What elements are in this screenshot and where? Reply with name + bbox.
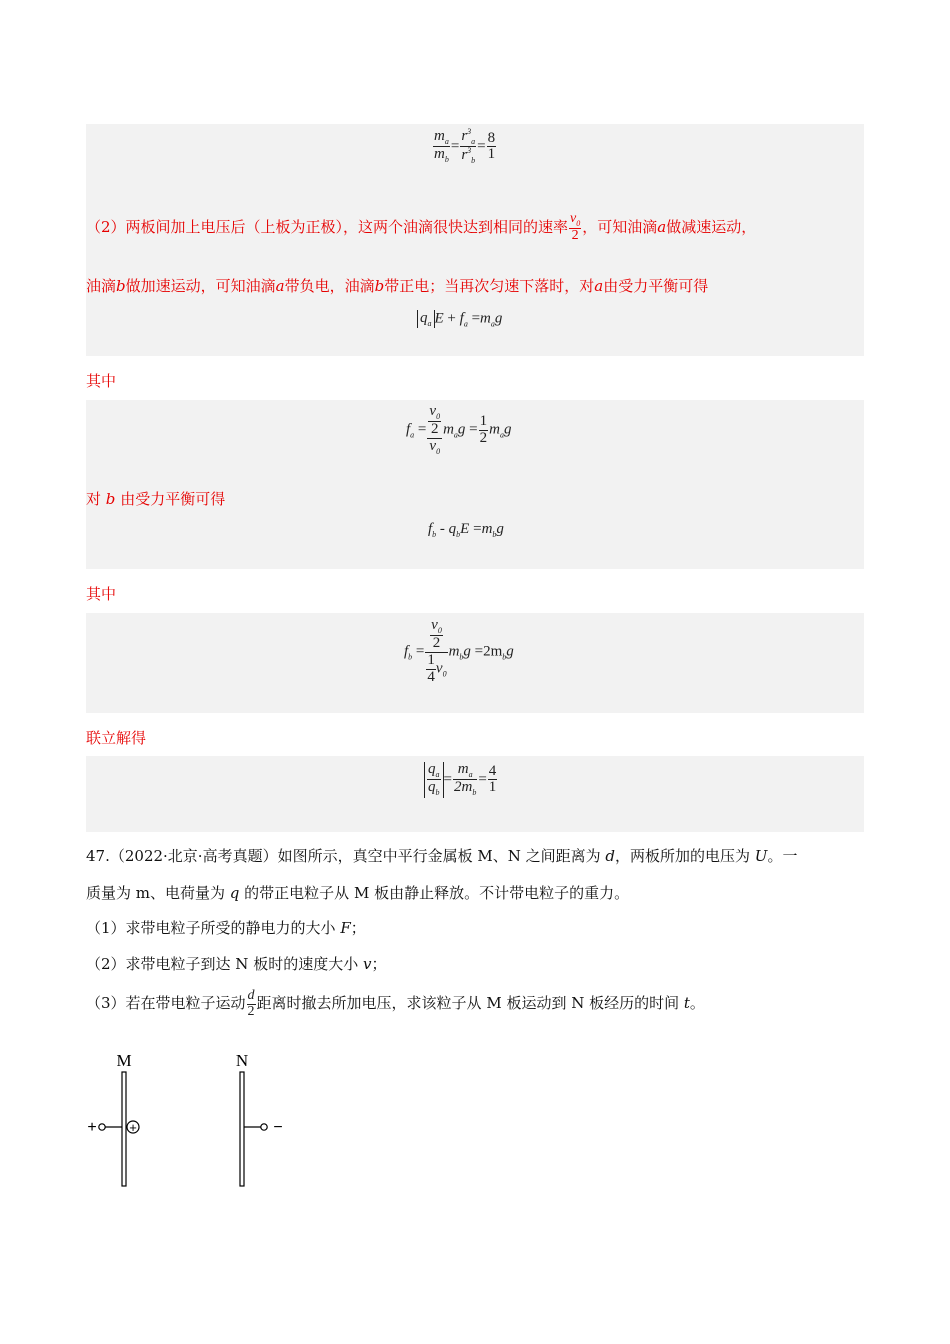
label-qizhong-1: 其中 [86, 372, 117, 390]
label-lianli: 联立解得 [86, 729, 147, 747]
plate-N [240, 1072, 244, 1186]
plates-figure [82, 1044, 292, 1194]
label-N: N [235, 1051, 249, 1070]
label-M: M [116, 1051, 132, 1070]
label-dui-b: 对 b 由受力平衡可得 [86, 490, 226, 508]
equation-fb: $f_b$ = $\frac{v_0}{2}$ $\frac{1}{4}$ $v_0$ $m_bg =2m_bg$ [404, 617, 514, 685]
part2-line-2: 油滴b做加速运动，可知油滴a带负电，油滴b带正电；当再次匀速下落时，对a由受力平衡可得 [86, 277, 709, 295]
sub-question-1: （1）求带电粒子所受的静电力的大小 F； [86, 919, 366, 937]
plates-diagram [82, 1044, 292, 1194]
sub-question-3: （3）若在带电粒子运动 $\frac{d}{2}$ 距离时撤去所加电压，求该粒子从 M 板运动到 N 板经历的时间 t。 [86, 988, 705, 1019]
terminal-plus: + [87, 1119, 97, 1136]
equation-charge-ratio: $\frac{q_a}{q_b}$ = $\frac{m_a}{2m_b}$ = $\frac{4}{1}$ [424, 762, 498, 798]
particle-charge-sign: + [129, 1120, 137, 1135]
terminal-minus: − [273, 1119, 283, 1136]
plate-M [122, 1072, 126, 1186]
terminal-N-node [261, 1124, 267, 1130]
equation-force-balance-a: $q_a$ $E + f_a =m_ag$ [417, 310, 502, 328]
equation-fa: $f_a$ = $\frac{\frac{v_0}{2}}{v_0}$ $m_ag$ = $\frac{1}{2}$ $m_ag$ [406, 403, 512, 457]
equation-mass-ratio: $\frac{m_a}{m_b}$ = $\frac{r^3_a}{r^3_b}$ = $\frac{8}{1}$ [434, 127, 496, 166]
sub-question-2: （2）求带电粒子到达 N 板时的速度大小 v； [86, 955, 387, 973]
part2-line-1: （2）两板间加上电压后（上板为正极），这两个油滴很快达到相同的速率 $\frac{v_0}{2}$ ，可知油滴a做减速运动， [86, 211, 757, 244]
problem-line-2: 质量为 m、电荷量为 q 的带正电粒子从 M 板由静止释放。不计带电粒子的重力。 [86, 884, 630, 902]
label-qizhong-2: 其中 [86, 585, 117, 603]
problem-source: （2022·北京·高考真题） [109, 847, 278, 865]
problem-line-1: 47.（2022·北京·高考真题）如图所示，真空中平行金属板 M、N 之间距离为 d，两板所加的电压为 U。一 [86, 847, 798, 865]
terminal-M-node [99, 1124, 105, 1130]
problem-number: 47. [86, 847, 110, 865]
equation-force-balance-b: $f_b - q_bE =m_bg$ [428, 521, 504, 539]
